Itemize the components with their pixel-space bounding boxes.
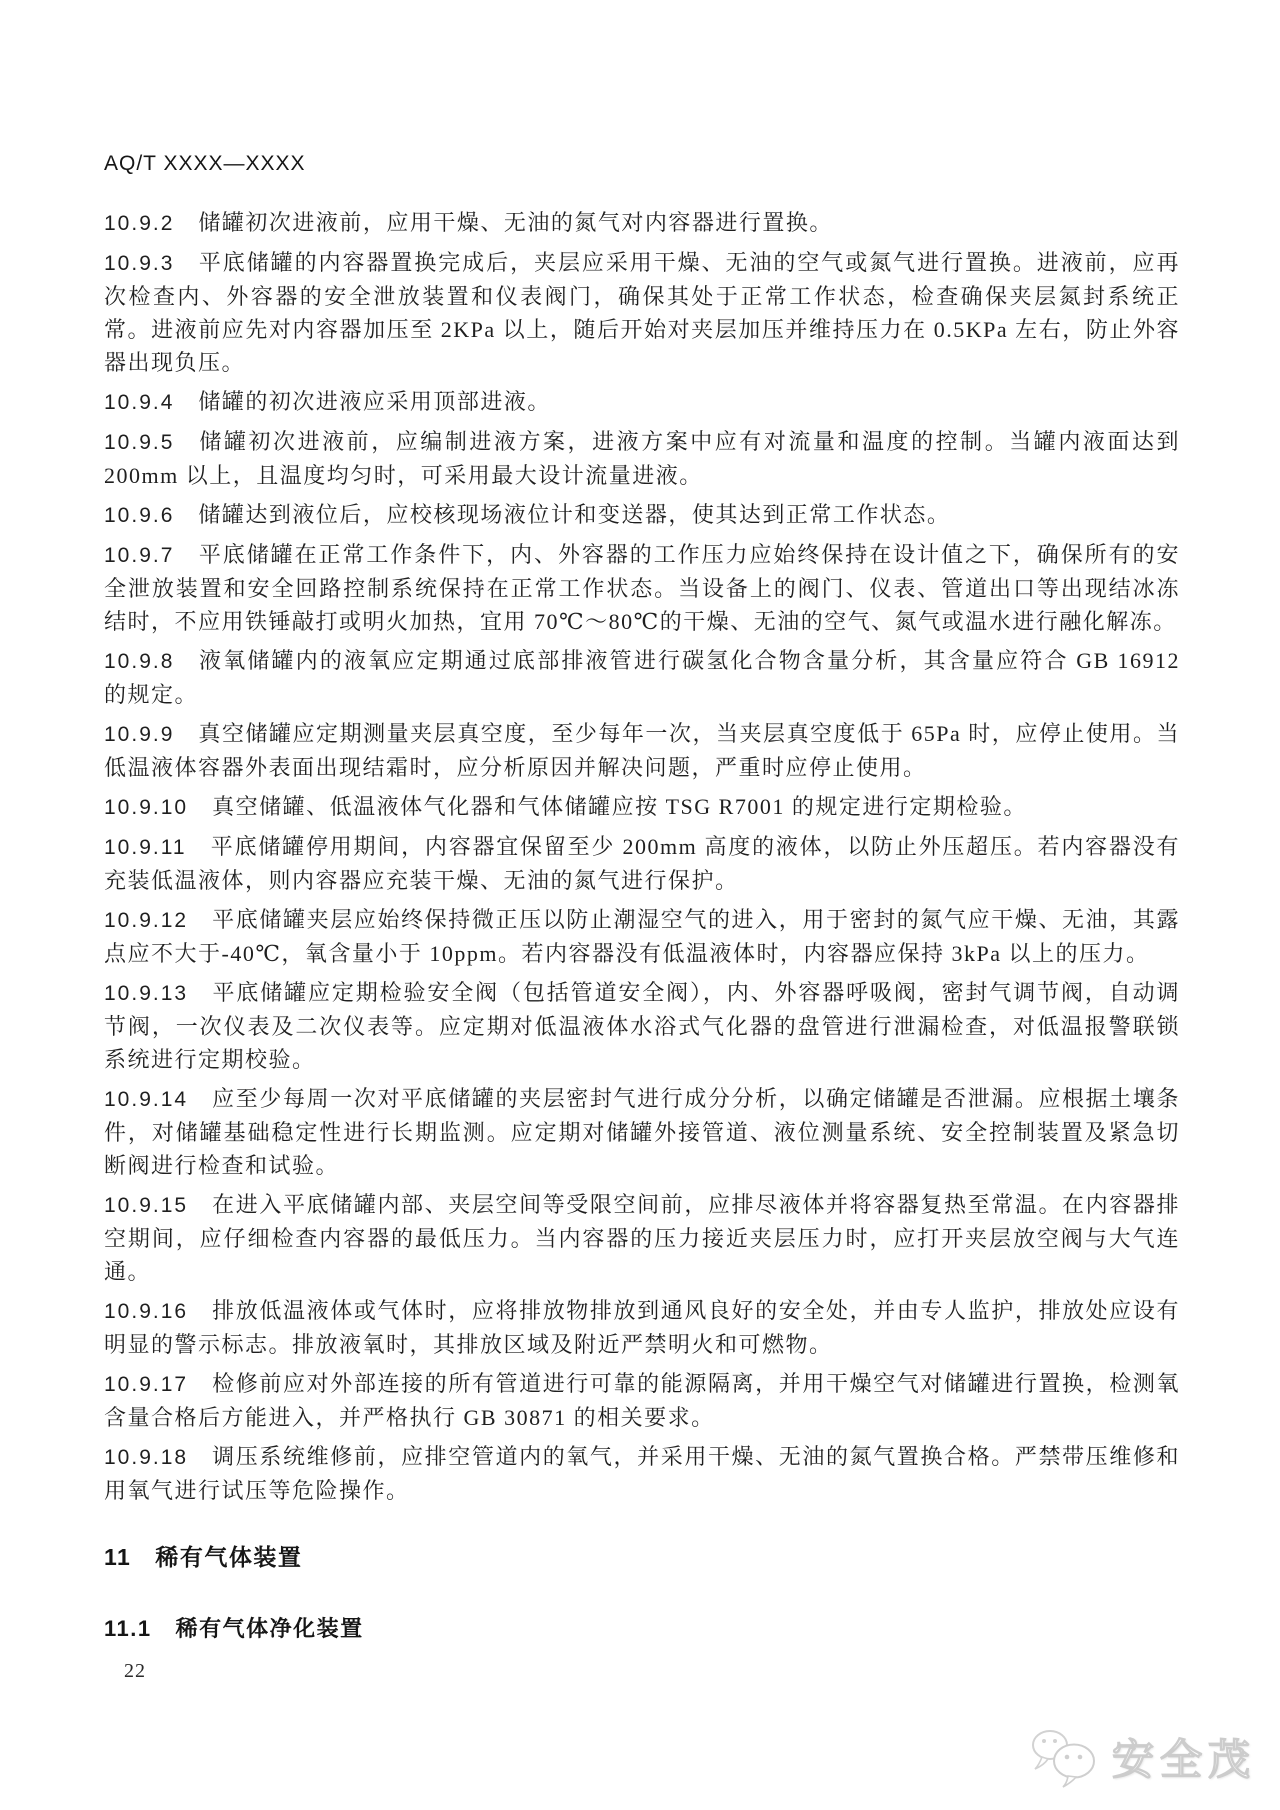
clause-number: 10.9.14 [104, 1088, 189, 1111]
clause-paragraph [104, 1188, 1180, 1288]
clause-text: 平底储罐的内容器置换完成后，夹层应采用干燥、无油的空气或氮气进行置换。进液前，应再次检查内、外容器的安全泄放装置和仪表阀门，确保其处于正常工作状态，检查确保夹层氮封系统正常。进液前应先对内容器加压至 2KPa 以上，随后开始对夹层加压并维持压力在 0.5KPa 左右，防止外容器出现负压。 [104, 250, 1180, 375]
section-title: 稀有气体装置 [155, 1544, 303, 1570]
clause-text: 平底储罐在正常工作条件下，内、外容器的工作压力应始终保持在设计值之下，确保所有的安全泄放装置和安全回路控制系统保持在正常工作状态。当设备上的阀门、仪表、管道出口等出现结冰冻结时，不应用铁锤敲打或明火加热，宜用 70℃～80℃的干燥、无油的空气、氮气或温水进行融化解冻。 [104, 542, 1180, 634]
clause-paragraph [104, 644, 1180, 711]
clause-text: 排放低温液体或气体时，应将排放物排放到通风良好的安全处，并由专人监护，排放处应设有明显的警示标志。排放液氧时，其排放区域及附近严禁明火和可燃物。 [104, 1298, 1180, 1357]
section-heading-11-1 [104, 1612, 1180, 1643]
clause-paragraph [104, 538, 1180, 638]
clause-text: 调压系统维修前，应排空管道内的氧气，并采用干燥、无油的氮气置换合格。严禁带压维修和用氧气进行试压等危险操作。 [104, 1444, 1180, 1503]
clause-paragraph [104, 246, 1180, 379]
clause-paragraph [104, 790, 1180, 824]
clause-paragraph [104, 903, 1180, 970]
clause-number: 10.9.8 [104, 650, 175, 673]
clause-number: 10.9.9 [104, 723, 175, 746]
clause-text: 储罐初次进液前，应用干燥、无油的氮气对内容器进行置换。 [198, 210, 833, 235]
document-body [104, 206, 1180, 1643]
clause-paragraph [104, 1440, 1180, 1507]
clause-text: 储罐初次进液前，应编制进液方案，进液方案中应有对流量和温度的控制。当罐内液面达到 200mm 以上，且温度均匀时，可采用最大设计流量进液。 [104, 429, 1180, 488]
clause-number: 10.9.18 [104, 1446, 189, 1469]
clause-paragraph [104, 425, 1180, 492]
clause-number: 10.9.2 [104, 212, 175, 235]
clause-text: 储罐达到液位后，应校核现场液位计和变送器，使其达到正常工作状态。 [198, 502, 951, 527]
section-title: 稀有气体净化装置 [175, 1616, 364, 1641]
section-heading-11 [104, 1539, 1180, 1572]
clause-text: 平底储罐应定期检验安全阀（包括管道安全阀），内、外容器呼吸阀，密封气调节阀，自动调节阀，一次仪表及二次仪表等。应定期对低温液体水浴式气化器的盘管进行泄漏检查，对低温报警联锁系统进行定期校验。 [104, 980, 1180, 1072]
watermark-label: 安全茂 [1111, 1736, 1256, 1783]
clause-text: 真空储罐应定期测量夹层真空度，至少每年一次，当夹层真空度低于 65Pa 时，应停止使用。当低温液体容器外表面出现结霜时，应分析原因并解决问题，严重时应停止使用。 [104, 721, 1180, 780]
clause-paragraph [104, 498, 1180, 532]
clause-paragraph [104, 385, 1180, 419]
watermark [1028, 1726, 1256, 1788]
clause-number: 10.9.7 [104, 544, 175, 567]
clause-paragraph [104, 1082, 1180, 1182]
clause-paragraph [104, 976, 1180, 1076]
section-number: 11.1 [104, 1616, 152, 1641]
clause-number: 10.9.10 [104, 796, 189, 819]
clause-number: 10.9.12 [104, 909, 189, 932]
clause-paragraph [104, 717, 1180, 784]
clause-text: 液氧储罐内的液氧应定期通过底部排液管进行碳氢化合物含量分析，其含量应符合 GB 16912 的规定。 [104, 648, 1180, 707]
clause-text: 储罐的初次进液应采用顶部进液。 [198, 389, 551, 414]
section-number: 11 [104, 1544, 132, 1570]
clause-number: 10.9.6 [104, 504, 175, 527]
wechat-icon [1028, 1726, 1100, 1788]
clause-number: 10.9.4 [104, 391, 175, 414]
clause-text: 平底储罐夹层应始终保持微正压以防止潮湿空气的进入，用于密封的氮气应干燥、无油，其露点应不大于-40℃，氧含量小于 10ppm。若内容器没有低温液体时，内容器应保持 3kPa 以上的压力。 [104, 907, 1180, 966]
clause-paragraph [104, 1367, 1180, 1434]
clause-number: 10.9.3 [104, 252, 175, 275]
clause-text: 应至少每周一次对平底储罐的夹层密封气进行成分分析，以确定储罐是否泄漏。应根据土壤条件，对储罐基础稳定性进行长期监测。应定期对储罐外接管道、液位测量系统、安全控制装置及紧急切断阀进行检查和试验。 [104, 1086, 1180, 1178]
clause-paragraph [104, 830, 1180, 897]
clause-number: 10.9.17 [104, 1373, 189, 1396]
clause-number: 10.9.13 [104, 982, 189, 1005]
clause-number: 10.9.11 [104, 836, 187, 859]
clause-number: 10.9.15 [104, 1194, 189, 1217]
document-header: AQ/T XXXX—XXXX [104, 152, 306, 175]
clause-text: 真空储罐、低温液体气化器和气体储罐应按 TSG R7001 的规定进行定期检验。 [212, 794, 1027, 819]
page-number: 22 [124, 1660, 146, 1682]
clause-text: 在进入平底储罐内部、夹层空间等受限空间前，应排尽液体并将容器复热至常温。在内容器排空期间，应仔细检查内容器的最低压力。当内容器的压力接近夹层压力时，应打开夹层放空阀与大气连通。 [104, 1192, 1180, 1284]
clause-number: 10.9.16 [104, 1300, 189, 1323]
clause-text: 平底储罐停用期间，内容器宜保留至少 200mm 高度的液体，以防止外压超压。若内容器没有充装低温液体，则内容器应充装干燥、无油的氮气进行保护。 [104, 834, 1180, 893]
clause-paragraph [104, 206, 1180, 240]
clause-number: 10.9.5 [104, 431, 175, 454]
clause-paragraph [104, 1294, 1180, 1361]
clause-text: 检修前应对外部连接的所有管道进行可靠的能源隔离，并用干燥空气对储罐进行置换，检测氧含量合格后方能进入，并严格执行 GB 30871 的相关要求。 [104, 1371, 1180, 1430]
